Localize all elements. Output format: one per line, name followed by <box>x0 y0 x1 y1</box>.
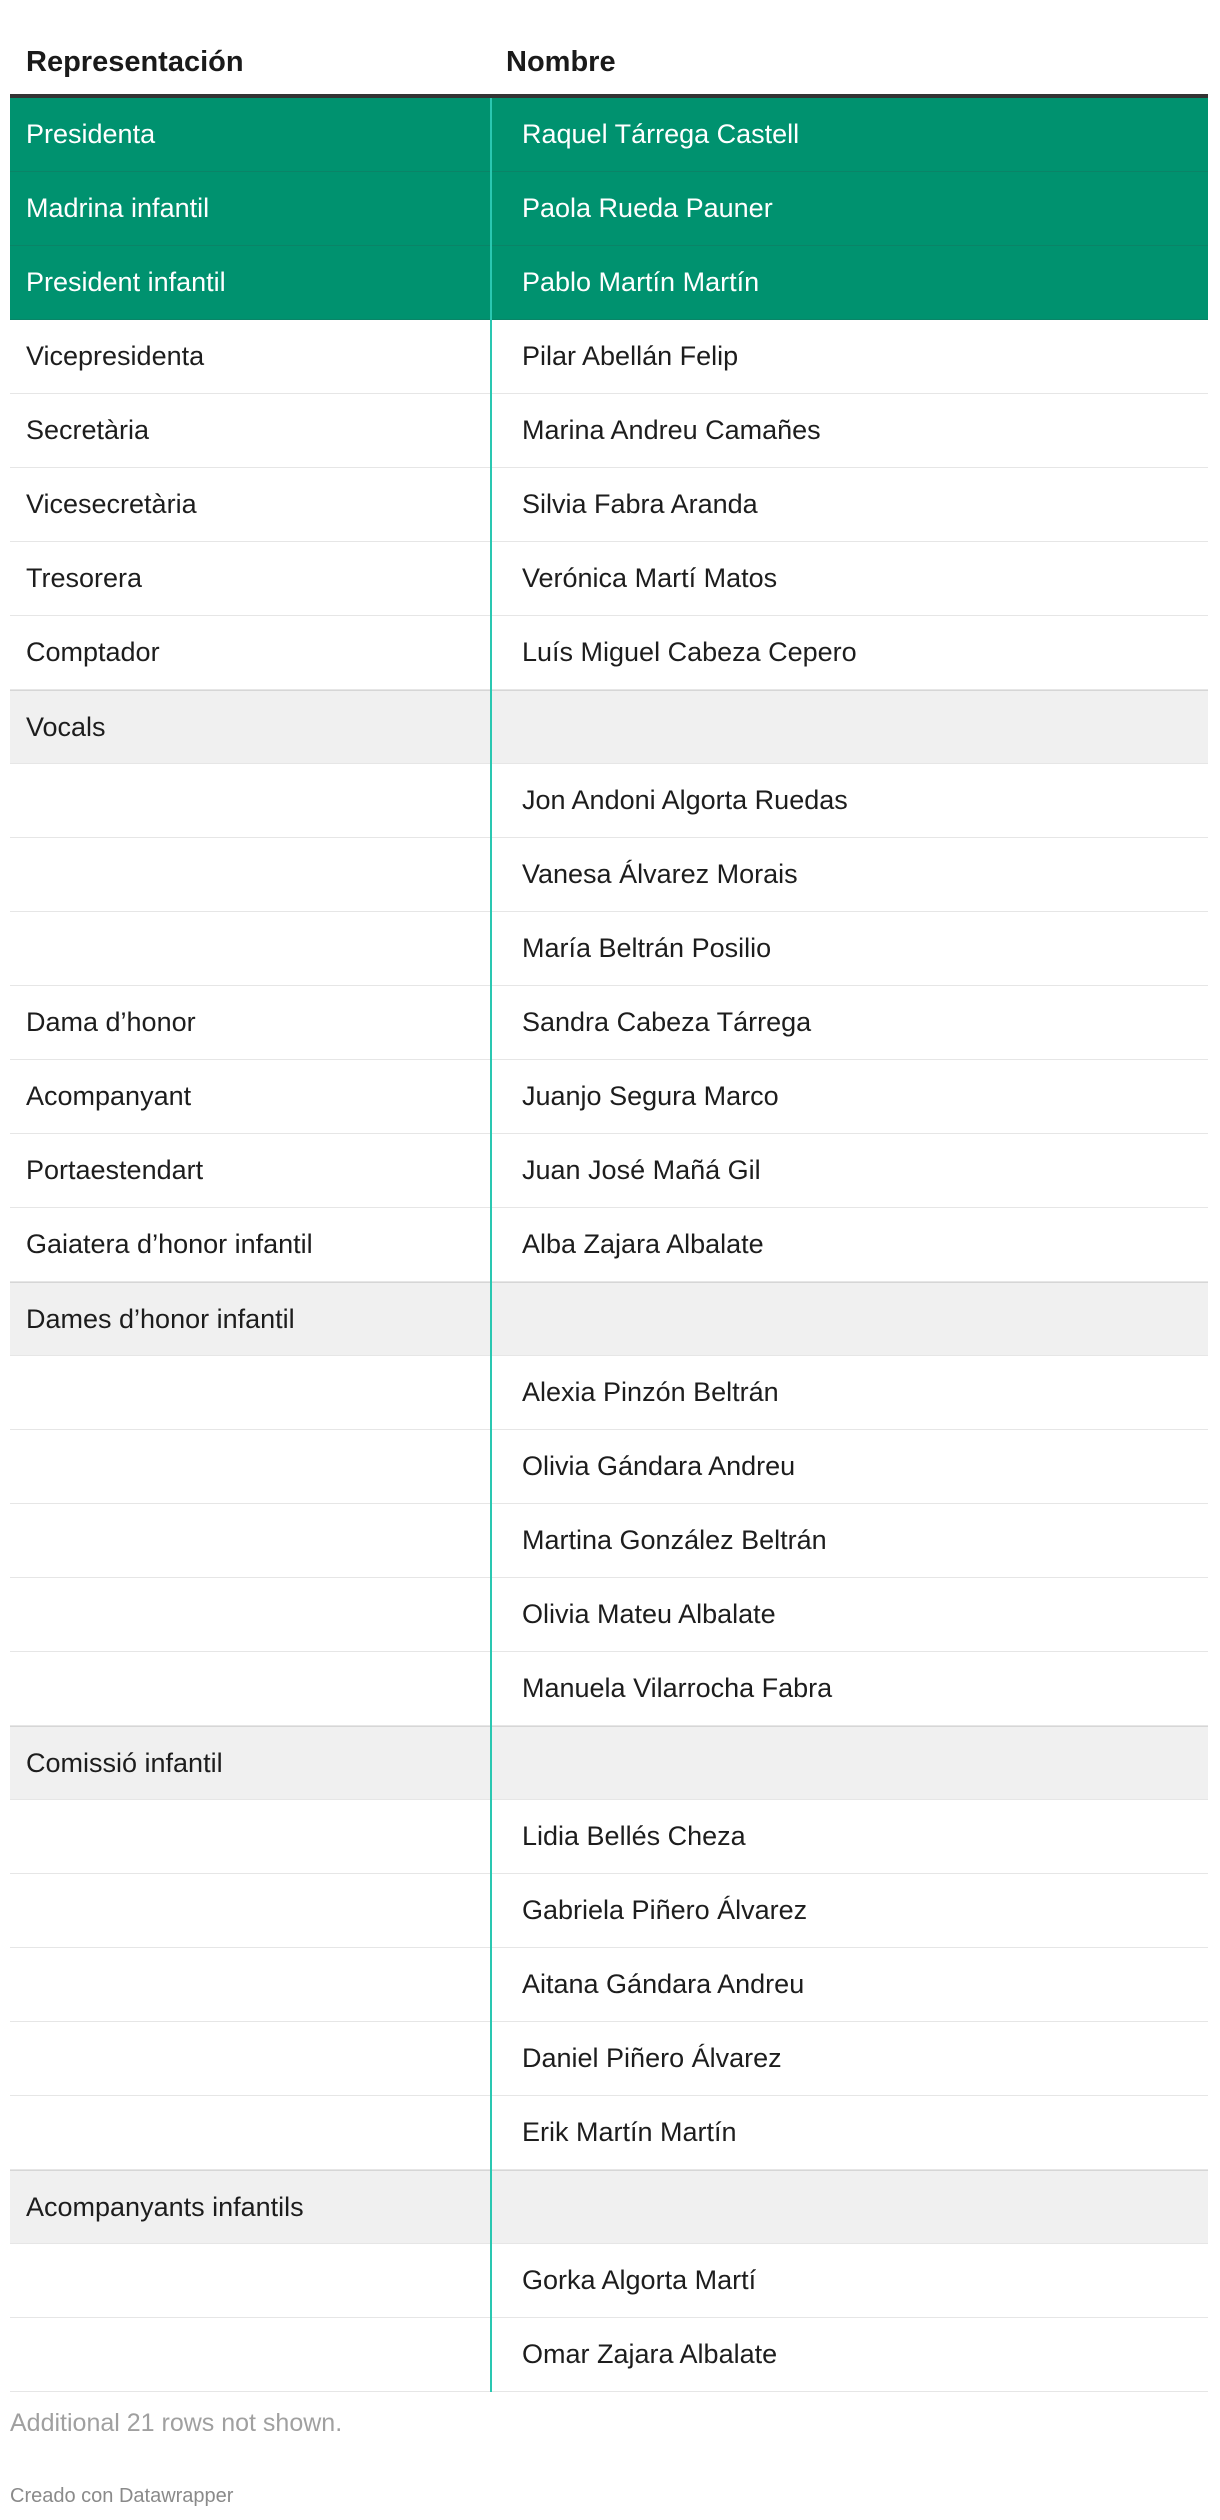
table-row <box>10 2318 1208 2392</box>
table-row <box>10 986 1208 1060</box>
cell-representacion <box>10 1652 490 1725</box>
table-row <box>10 172 1208 246</box>
table-section-row <box>10 1282 1208 1356</box>
table-row <box>10 2022 1208 2096</box>
table-body <box>10 98 1208 2392</box>
cell-representacion: Vicepresidenta <box>26 341 205 371</box>
rows-not-shown-note: Additional 21 rows not shown. <box>10 2409 343 2437</box>
cell-nombre: Lidia Bellés Cheza <box>522 1821 746 1851</box>
cell-nombre: Jon Andoni Algorta Ruedas <box>522 785 848 815</box>
table-row <box>10 1948 1208 2022</box>
cell-representacion: Dames d’honor infantil <box>26 1303 295 1334</box>
cell-representacion <box>10 838 490 911</box>
cell-representacion: Vocals <box>26 711 106 742</box>
cell-nombre: Daniel Piñero Álvarez <box>522 2043 782 2073</box>
cell-nombre <box>490 2171 1208 2243</box>
cell-nombre: Marina Andreu Camañes <box>522 415 821 445</box>
cell-representacion <box>10 1578 490 1651</box>
cell-representacion <box>10 1504 490 1577</box>
cell-nombre: Luís Miguel Cabeza Cepero <box>522 637 857 667</box>
table-row <box>10 1430 1208 1504</box>
table-row <box>10 1356 1208 1430</box>
table-row <box>10 1504 1208 1578</box>
cell-representacion <box>10 1874 490 1947</box>
cell-nombre: Alba Zajara Albalate <box>522 1229 764 1259</box>
cell-representacion <box>10 2022 490 2095</box>
cell-nombre: Aitana Gándara Andreu <box>522 1969 805 1999</box>
table-row <box>10 1652 1208 1726</box>
cell-nombre: Gorka Algorta Martí <box>522 2265 757 2295</box>
table-row <box>10 2244 1208 2318</box>
table-section-row <box>10 690 1208 764</box>
table-row <box>10 468 1208 542</box>
cell-nombre <box>490 1283 1208 1355</box>
table-row <box>10 98 1208 172</box>
cell-representacion: President infantil <box>26 267 226 297</box>
cell-representacion: Presidenta <box>26 119 156 149</box>
cell-representacion <box>10 1800 490 1873</box>
cell-nombre: Verónica Martí Matos <box>522 563 778 593</box>
table-row <box>10 1874 1208 1948</box>
cell-nombre <box>490 1727 1208 1799</box>
cell-representacion: Acompanyant <box>26 1081 192 1111</box>
table-header-row <box>10 30 1208 98</box>
column-divider <box>490 98 492 2392</box>
cell-nombre: Olivia Mateu Albalate <box>522 1599 776 1629</box>
cell-representacion: Comptador <box>26 637 160 667</box>
table-row <box>10 1208 1208 1282</box>
cell-representacion: Portaestendart <box>26 1155 204 1185</box>
cell-nombre <box>490 691 1208 763</box>
cell-nombre: Alexia Pinzón Beltrán <box>522 1377 779 1407</box>
table-row <box>10 616 1208 690</box>
cell-representacion <box>10 912 490 985</box>
cell-nombre: Raquel Tárrega Castell <box>522 119 800 149</box>
table-section-row <box>10 2170 1208 2244</box>
cell-nombre: Pilar Abellán Felip <box>522 341 739 371</box>
table-row <box>10 542 1208 616</box>
cell-representacion <box>10 1430 490 1503</box>
cell-representacion: Vicesecretària <box>26 489 197 519</box>
table-row <box>10 838 1208 912</box>
cell-representacion <box>10 1356 490 1429</box>
table-section-row <box>10 1726 1208 1800</box>
cell-nombre: Omar Zajara Albalate <box>522 2339 778 2369</box>
table-row <box>10 1578 1208 1652</box>
cell-nombre: Erik Martín Martín <box>522 2117 737 2147</box>
cell-representacion: Comissió infantil <box>26 1747 223 1778</box>
cell-nombre: Olivia Gándara Andreu <box>522 1451 796 1481</box>
table-row <box>10 246 1208 320</box>
cell-representacion: Dama d’honor <box>26 1007 196 1037</box>
datawrapper-credit[interactable]: Creado con Datawrapper <box>10 2485 234 2507</box>
column-header-nombre[interactable]: Nombre <box>506 45 616 78</box>
table-row <box>10 2096 1208 2170</box>
table-row <box>10 320 1208 394</box>
table-row <box>10 394 1208 468</box>
cell-representacion <box>10 2318 490 2391</box>
cell-nombre: Juan José Mañá Gil <box>522 1155 761 1185</box>
cell-representacion <box>10 764 490 837</box>
cell-nombre: Vanesa Álvarez Morais <box>522 859 798 889</box>
table-row <box>10 764 1208 838</box>
table-row <box>10 1134 1208 1208</box>
cell-representacion <box>10 2244 490 2317</box>
cell-nombre: Silvia Fabra Aranda <box>522 489 758 519</box>
cell-representacion: Gaiatera d’honor infantil <box>26 1229 313 1259</box>
cell-nombre: Martina González Beltrán <box>522 1525 827 1555</box>
cell-representacion: Tresorera <box>26 563 143 593</box>
cell-nombre: Gabriela Piñero Álvarez <box>522 1895 808 1925</box>
column-header-representacion[interactable]: Representación <box>26 45 244 78</box>
cell-representacion <box>10 2096 490 2169</box>
cell-nombre: María Beltrán Posilio <box>522 933 772 963</box>
cell-representacion: Acompanyants infantils <box>26 2191 304 2222</box>
table-row <box>10 912 1208 986</box>
data-table <box>10 30 1208 2392</box>
cell-nombre: Paola Rueda Pauner <box>522 193 773 223</box>
cell-representacion: Madrina infantil <box>26 193 210 223</box>
cell-representacion: Secretària <box>26 415 150 445</box>
table-row <box>10 1800 1208 1874</box>
cell-nombre: Pablo Martín Martín <box>522 267 760 297</box>
table-row <box>10 1060 1208 1134</box>
cell-nombre: Manuela Vilarrocha Fabra <box>522 1673 833 1703</box>
cell-nombre: Juanjo Segura Marco <box>522 1081 779 1111</box>
cell-representacion <box>10 1948 490 2021</box>
cell-nombre: Sandra Cabeza Tárrega <box>522 1007 812 1037</box>
